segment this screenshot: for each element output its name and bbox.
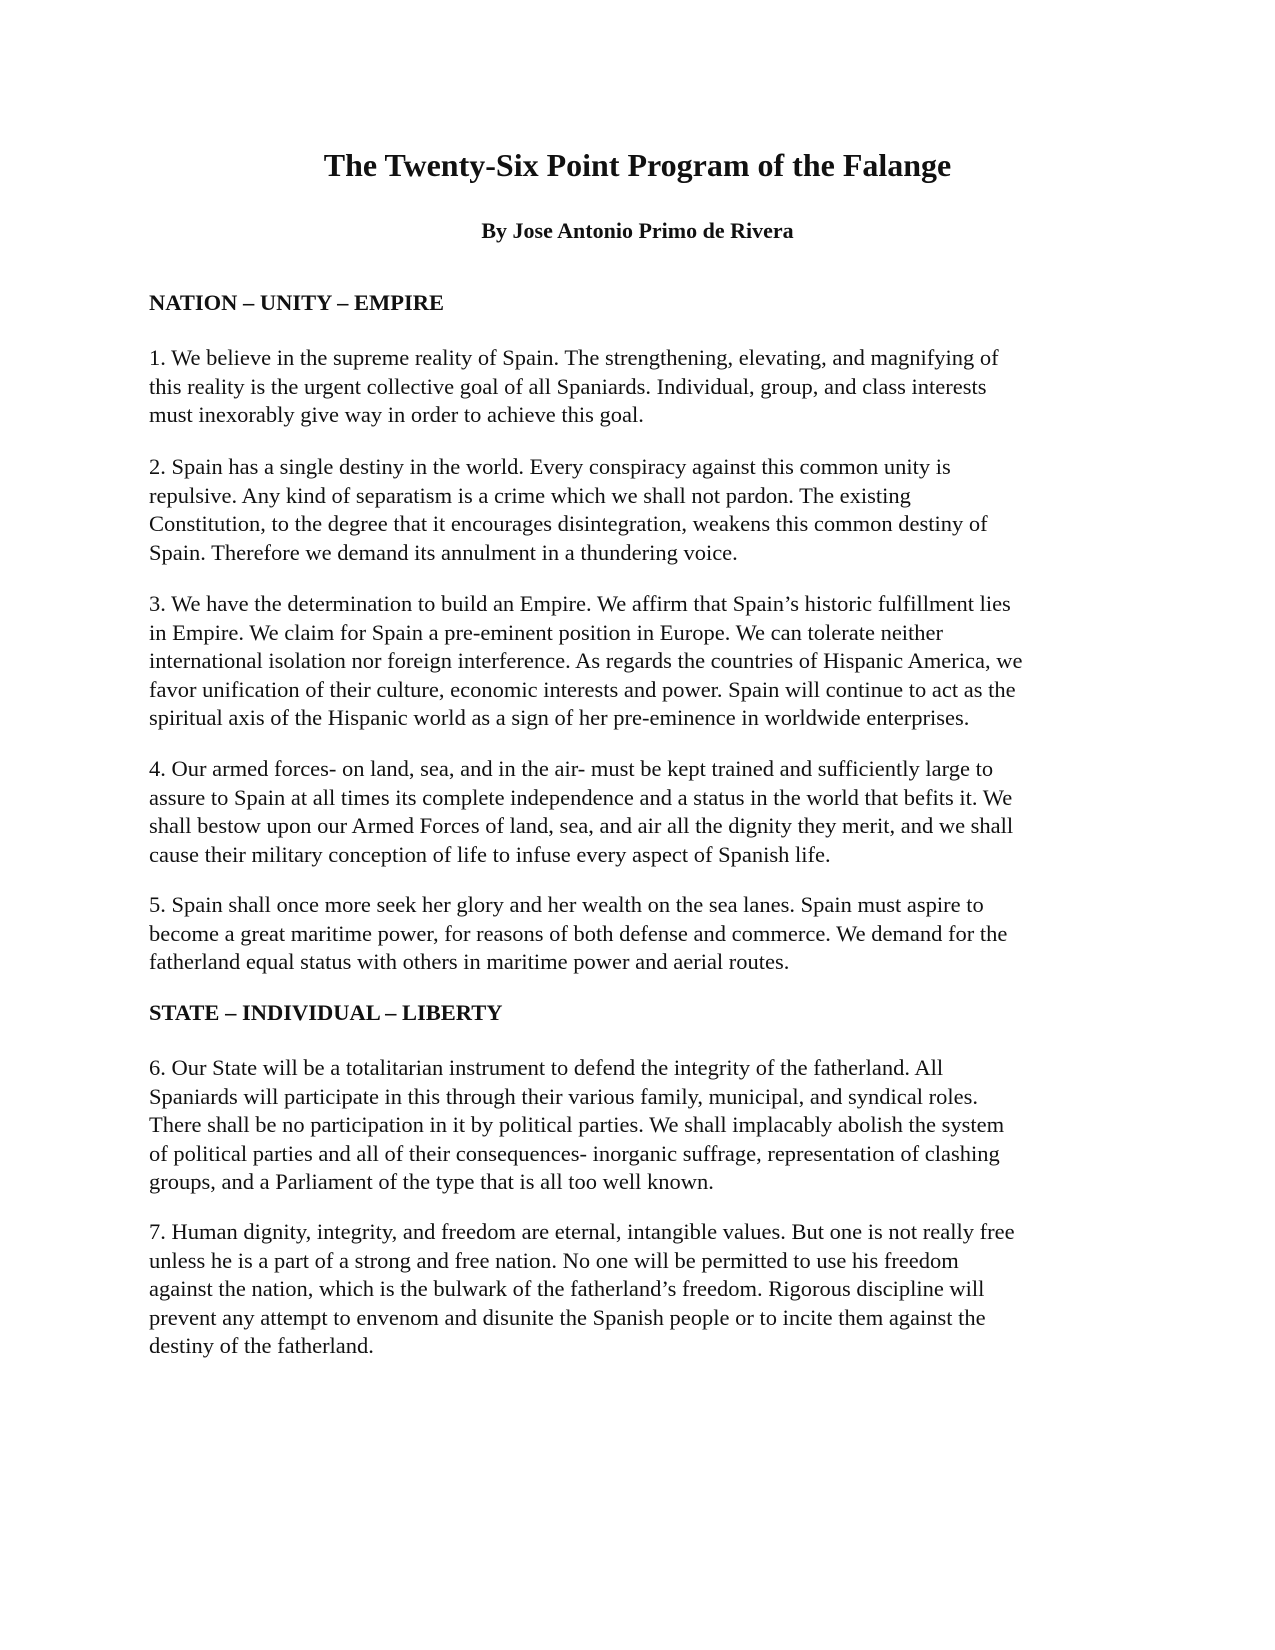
section-heading-nation-unity-empire: NATION – UNITY – EMPIRE [149, 290, 445, 315]
section-heading-state-individual-liberty: STATE – INDIVIDUAL – LIBERTY [149, 1000, 503, 1025]
paragraph-line: against the nation, which is the bulwark of the fatherland’s freedom. Rigorous discipline will [149, 1276, 985, 1302]
paragraph-line: 6. Our State will be a totalitarian instrument to defend the integrity of the fatherland. All [149, 1055, 944, 1080]
paragraph-line: of political parties and all of their consequences- inorganic suffrage, representation of clashing [149, 1140, 1000, 1166]
paragraph-line: There shall be no participation in it by political parties. We shall implacably abolish the system [149, 1112, 1005, 1138]
point-7-paragraph [149, 1218, 1139, 1361]
point-1-paragraph [149, 344, 1139, 430]
paragraph-line: spiritual axis of the Hispanic world as a sign of her pre-eminence in worldwide enterprises. [149, 705, 970, 731]
point-5-paragraph [149, 891, 1139, 977]
paragraph-line: groups, and a Parliament of the type that is all too well known. [149, 1169, 714, 1195]
point-4-paragraph [149, 755, 1139, 869]
paragraph-line: this reality is the urgent collective goal of all Spaniards. Individual, group, and class interests [149, 373, 987, 399]
paragraph-line: repulsive. Any kind of separatism is a crime which we shall not pardon. The existing [149, 482, 911, 508]
document-title: The Twenty-Six Point Program of the Falange [323, 147, 952, 183]
paragraph-line: assure to Spain at all times its complete independence and a status in the world that befits it. We [149, 784, 1013, 810]
paragraph-line: 3. We have the determination to build an Empire. We affirm that Spain’s historic fulfillment lies [149, 591, 1011, 616]
paragraph-line: 4. Our armed forces- on land, sea, and in the air- must be kept trained and sufficiently large to [149, 756, 994, 781]
paragraph-line: must inexorably give way in order to achieve this goal. [149, 402, 644, 428]
paragraph-line: shall bestow upon our Armed Forces of land, sea, and air all the dignity they merit, and we shall [149, 813, 1014, 839]
paragraph-line: in Empire. We claim for Spain a pre-eminent position in Europe. We can tolerate neither [149, 619, 944, 645]
paragraph-line: Constitution, to the degree that it encourages disintegration, weakens this common destiny of [149, 511, 988, 537]
document-author: By Jose Antonio Primo de Rivera [481, 218, 794, 243]
paragraph-line: Spain. Therefore we demand its annulment in a thundering voice. [149, 539, 738, 565]
paragraph-line: favor unification of their culture, economic interests and power. Spain will continue to act as the [149, 676, 1016, 702]
paragraph-line: fatherland equal status with others in maritime power and aerial routes. [149, 949, 790, 975]
paragraph-line: 2. Spain has a single destiny in the world. Every conspiracy against this common unity is [149, 454, 951, 479]
paragraph-line: 1. We believe in the supreme reality of Spain. The strengthening, elevating, and magnifying of [149, 345, 999, 370]
paragraph-line: become a great maritime power, for reasons of both defense and commerce. We demand for the [149, 920, 1008, 946]
paragraph-line: 7. Human dignity, integrity, and freedom are eternal, intangible values. But one is not really free [149, 1219, 1015, 1244]
point-2-paragraph [149, 453, 1139, 567]
point-6-paragraph [149, 1054, 1139, 1197]
point-3-paragraph [149, 590, 1139, 733]
paragraph-line: Spaniards will participate in this through their various family, municipal, and syndical roles. [149, 1083, 978, 1109]
paragraph-line: international isolation nor foreign interference. As regards the countries of Hispanic America, we [149, 648, 1023, 674]
paragraph-line: prevent any attempt to envenom and disunite the Spanish people or to incite them against the [149, 1304, 986, 1330]
paragraph-line: cause their military conception of life to infuse every aspect of Spanish life. [149, 841, 831, 867]
paragraph-line: 5. Spain shall once more seek her glory and her wealth on the sea lanes. Spain must aspire to [149, 892, 984, 917]
paragraph-line: destiny of the fatherland. [149, 1333, 374, 1359]
paragraph-line: unless he is a part of a strong and free nation. No one will be permitted to use his freedom [149, 1247, 959, 1273]
